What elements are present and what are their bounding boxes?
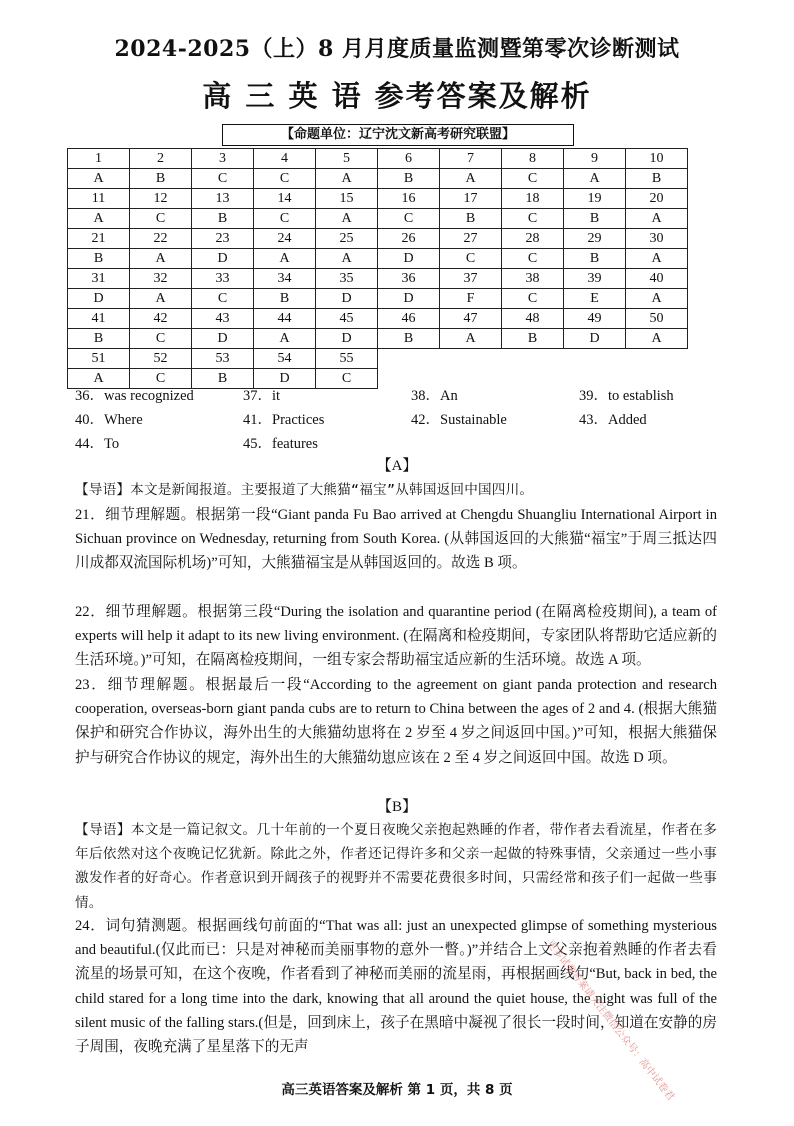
question-number-cell: 38 xyxy=(502,269,564,289)
section-b-intro: 【导语】本文是一篇记叙文。几十年前的一个夏日夜晚父亲抱起熟睡的作者，带作者去看流星，作者在多年后依然对这个夜晚记忆犹新。除此之外，作者还记得许多和父亲一起做的特殊事情，父亲通过一些小事激发作者的好奇心。作者意识到开阔孩子的视野并不需要花费很多时间，只需经常和孩子们一起做一些事情。 xyxy=(75,822,717,911)
question-number-cell: 52 xyxy=(130,349,192,369)
empty-cell xyxy=(378,349,440,369)
question-number-cell: 46 xyxy=(378,309,440,329)
answer-cell: B xyxy=(192,369,254,389)
answer-cell: B xyxy=(378,329,440,349)
question-number-cell: 29 xyxy=(564,229,626,249)
question-number-cell: 20 xyxy=(626,189,688,209)
question-number-cell: 35 xyxy=(316,269,378,289)
answer-cell: B xyxy=(564,249,626,269)
fill-in-row xyxy=(75,408,755,432)
question-number-cell: 51 xyxy=(68,349,130,369)
answer-cell: E xyxy=(564,289,626,309)
question-number-cell: 23 xyxy=(192,229,254,249)
answer-cell: C xyxy=(316,369,378,389)
section-b-label: 【B】 xyxy=(376,799,417,815)
question-number-cell: 14 xyxy=(254,189,316,209)
answer-cell: C xyxy=(502,289,564,309)
question-number-cell: 18 xyxy=(502,189,564,209)
question-number-cell: 12 xyxy=(130,189,192,209)
question-number-cell: 8 xyxy=(502,149,564,169)
answer-cell: B xyxy=(626,169,688,189)
fill-in-answer: 39．to establish xyxy=(579,388,674,404)
answer-cell: A xyxy=(626,209,688,229)
question-number-cell: 30 xyxy=(626,229,688,249)
answer-cell: C xyxy=(254,209,316,229)
section-a-intro: 【导语】本文是新闻报道。主要报道了大熊猫“福宝”从韩国返回中国四川。 xyxy=(75,482,534,498)
answer-cell: C xyxy=(192,289,254,309)
question-21-explanation: 21．细节理解题。根据第一段“Giant panda Fu Bao arrived at Chengdu Shuangliu International Airport in Sichuan province on Wednesday, returning from South Korea. (从韩国返回的大熊猫“福宝”于周三抵达四川成都双流国际机场)”可知，大熊猫福宝是从韩国返回的。故选 B 项。 xyxy=(75,507,717,572)
question-number-cell: 4 xyxy=(254,149,316,169)
question-number-row xyxy=(68,189,688,209)
answer-cell: A xyxy=(626,329,688,349)
question-number-row xyxy=(68,349,688,369)
answer-cell: D xyxy=(192,329,254,349)
question-number-cell: 42 xyxy=(130,309,192,329)
question-number-cell: 22 xyxy=(130,229,192,249)
question-number-cell: 13 xyxy=(192,189,254,209)
question-number-cell: 7 xyxy=(440,149,502,169)
question-number-cell: 41 xyxy=(68,309,130,329)
answer-letter-row xyxy=(68,249,688,269)
question-number-cell: 5 xyxy=(316,149,378,169)
section-a-label: 【A】 xyxy=(376,458,418,474)
empty-cell xyxy=(626,349,688,369)
answer-cell: A xyxy=(254,329,316,349)
question-number-cell: 28 xyxy=(502,229,564,249)
answer-letter-row xyxy=(68,169,688,189)
answer-cell: C xyxy=(130,329,192,349)
watermark: 更多试卷答案请关注微信公众号：高中试卷君 xyxy=(544,938,676,1103)
empty-cell xyxy=(502,349,564,369)
question-number-cell: 11 xyxy=(68,189,130,209)
question-number-cell: 24 xyxy=(254,229,316,249)
fill-in-answers xyxy=(75,384,755,456)
question-number-cell: 39 xyxy=(564,269,626,289)
answer-cell: A xyxy=(68,369,130,389)
answer-cell: B xyxy=(378,169,440,189)
question-number-cell: 49 xyxy=(564,309,626,329)
fill-in-answer: 41．Practices xyxy=(243,412,325,428)
question-number-cell: 16 xyxy=(378,189,440,209)
question-24-explanation: 24．词句猜测题。根据画线句前面的“That was all: just an unexpected glimpse of something mysterious and beautiful.(仅此而已：只是对神秘而美丽事物的意外一瞥。)”并结合上文父亲抱着熟睡的作者去看流星的场景可知，在这个夜晚，作者看到了神秘而美丽的流星雨，再根据画线句“But, back in bed, the child stared for a long time into the dark, knowing that all around the quiet house, the night was full of the silent music of the falling stars.(但是，回到床上，孩子在黑暗中凝视了很长一段时间，知道在安静的房子周围，夜晚充满了星星落下的无声 xyxy=(75,918,717,1056)
question-23-explanation: 23．细节理解题。根据最后一段“According to the agreement on giant panda protection and research cooperation, overseas-born giant panda cubs are to return to China between the ages of 2 and 4. (根据大熊猫保护和研究合作协议，海外出生的大熊猫幼崽将在 2 岁至 4 岁之间返回中国。)”可知，根据大熊猫保护与研究合作协议的规定，海外出生的大熊猫幼崽应该在 2 至 4 岁之间返回中国。故选 D 项。 xyxy=(75,677,717,766)
question-number-row xyxy=(68,269,688,289)
fill-in-answer: 37．it xyxy=(243,388,281,404)
question-number-cell: 10 xyxy=(626,149,688,169)
question-number-cell: 43 xyxy=(192,309,254,329)
fill-in-answer: 45．features xyxy=(243,436,318,452)
answer-cell: B xyxy=(502,329,564,349)
question-number-cell: 34 xyxy=(254,269,316,289)
answer-cell: D xyxy=(316,329,378,349)
question-number-cell: 17 xyxy=(440,189,502,209)
fill-in-answer: 36．was recognized xyxy=(75,388,194,404)
answer-cell: B xyxy=(440,209,502,229)
question-number-cell: 37 xyxy=(440,269,502,289)
answer-cell: A xyxy=(68,169,130,189)
question-number-cell: 32 xyxy=(130,269,192,289)
answer-cell: C xyxy=(502,209,564,229)
answer-letter-row xyxy=(68,289,688,309)
empty-cell xyxy=(564,349,626,369)
question-number-cell: 2 xyxy=(130,149,192,169)
answer-cell: A xyxy=(316,169,378,189)
page-footer: 高三英语答案及解析 第 1 页，共 8 页 xyxy=(281,1082,513,1098)
answer-cell: B xyxy=(68,329,130,349)
answer-cell: B xyxy=(130,169,192,189)
fill-in-answer: 42．Sustainable xyxy=(411,412,507,428)
question-number-cell: 15 xyxy=(316,189,378,209)
question-number-cell: 19 xyxy=(564,189,626,209)
question-number-cell: 53 xyxy=(192,349,254,369)
fill-in-row xyxy=(75,432,755,456)
question-number-cell: 6 xyxy=(378,149,440,169)
answer-cell: C xyxy=(254,169,316,189)
question-number-row xyxy=(68,149,688,169)
question-number-cell: 40 xyxy=(626,269,688,289)
answer-cell: C xyxy=(130,369,192,389)
question-number-cell: 50 xyxy=(626,309,688,329)
question-number-cell: 9 xyxy=(564,149,626,169)
answer-cell: A xyxy=(626,249,688,269)
fill-in-answer: 43．Added xyxy=(579,412,647,428)
answer-cell: B xyxy=(192,209,254,229)
issuing-unit: 【命题单位：辽宁沈文新高考研究联盟】 xyxy=(222,124,574,146)
answer-cell: D xyxy=(378,289,440,309)
answer-cell: F xyxy=(440,289,502,309)
question-number-cell: 47 xyxy=(440,309,502,329)
question-number-cell: 1 xyxy=(68,149,130,169)
answer-table xyxy=(67,148,688,389)
answer-cell: B xyxy=(68,249,130,269)
answer-cell: B xyxy=(564,209,626,229)
answer-cell: B xyxy=(254,289,316,309)
answer-cell: A xyxy=(626,289,688,309)
answer-cell: C xyxy=(502,169,564,189)
answer-cell: A xyxy=(254,249,316,269)
answer-cell: A xyxy=(564,169,626,189)
fill-in-row xyxy=(75,384,755,408)
question-number-cell: 54 xyxy=(254,349,316,369)
question-22-explanation: 22．细节理解题。根据第三段“During the isolation and quarantine period (在隔离检疫期间), a team of experts will help it adapt to its new living environment. (在隔离和检疫期间，专家团队将帮助它适应新的生活环境。)”可知，在隔离检疫期间，一组专家会帮助福宝适应新的生活环境。故选 A 项。 xyxy=(75,604,717,669)
document-subtitle: 高 三 英 语 参考答案及解析 xyxy=(202,79,592,113)
answer-cell: C xyxy=(378,209,440,229)
question-number-row xyxy=(68,229,688,249)
empty-cell xyxy=(440,349,502,369)
question-number-cell: 3 xyxy=(192,149,254,169)
question-number-cell: 21 xyxy=(68,229,130,249)
fill-in-answer: 44．To xyxy=(75,436,120,452)
fill-in-answer: 38．An xyxy=(411,388,458,404)
answer-cell: D xyxy=(378,249,440,269)
answer-cell: D xyxy=(564,329,626,349)
answer-cell: C xyxy=(502,249,564,269)
answer-cell: A xyxy=(316,249,378,269)
question-number-cell: 45 xyxy=(316,309,378,329)
answer-cell: A xyxy=(130,289,192,309)
answer-letter-row xyxy=(68,329,688,349)
question-number-cell: 33 xyxy=(192,269,254,289)
answer-cell: D xyxy=(254,369,316,389)
exam-title: 2024-2025（上）8 月月度质量监测暨第零次诊断测试 xyxy=(114,36,680,62)
question-number-cell: 26 xyxy=(378,229,440,249)
answer-cell: C xyxy=(130,209,192,229)
question-number-cell: 44 xyxy=(254,309,316,329)
answer-cell: D xyxy=(68,289,130,309)
answer-cell: D xyxy=(316,289,378,309)
answer-cell: A xyxy=(130,249,192,269)
answer-cell: A xyxy=(440,169,502,189)
question-number-cell: 31 xyxy=(68,269,130,289)
answer-cell: D xyxy=(192,249,254,269)
answer-letter-row xyxy=(68,209,688,229)
answer-cell: A xyxy=(68,209,130,229)
question-number-row xyxy=(68,309,688,329)
question-number-cell: 27 xyxy=(440,229,502,249)
answer-cell: C xyxy=(192,169,254,189)
question-number-cell: 48 xyxy=(502,309,564,329)
question-number-cell: 25 xyxy=(316,229,378,249)
answer-cell: A xyxy=(316,209,378,229)
fill-in-answer: 40．Where xyxy=(75,412,143,428)
question-number-cell: 55 xyxy=(316,349,378,369)
answer-cell: A xyxy=(440,329,502,349)
answer-cell: C xyxy=(440,249,502,269)
question-number-cell: 36 xyxy=(378,269,440,289)
